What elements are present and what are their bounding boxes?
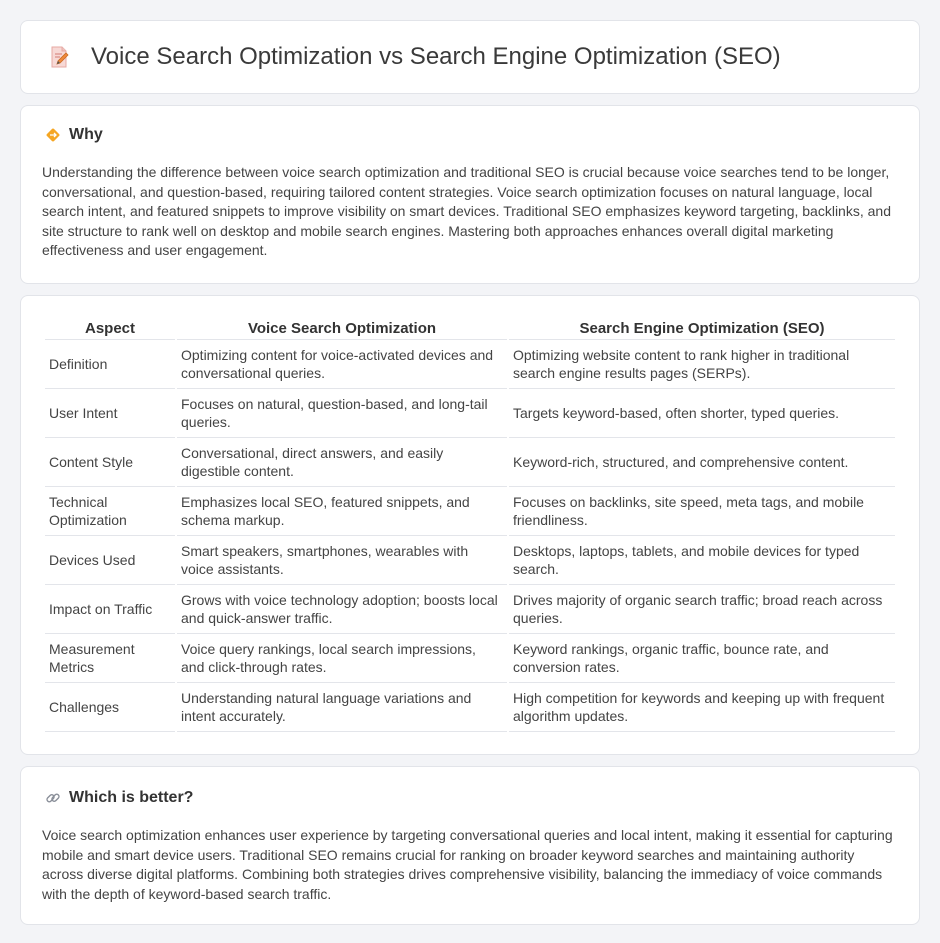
cell-seo: High competition for keywords and keeping up with frequent algorithm updates. <box>509 683 895 732</box>
cell-voice: Focuses on natural, question-based, and long-tail queries. <box>177 389 507 438</box>
cell-aspect: Definition <box>45 340 175 389</box>
diamond-arrows-icon <box>44 126 62 144</box>
cell-aspect: Measurement Metrics <box>45 634 175 683</box>
cell-aspect: Impact on Traffic <box>45 585 175 634</box>
cell-voice: Voice query rankings, local search impressions, and click-through rates. <box>177 634 507 683</box>
document-pencil-icon <box>47 45 71 69</box>
cell-aspect: Challenges <box>45 683 175 732</box>
cell-seo: Drives majority of organic search traffic; broad reach across queries. <box>509 585 895 634</box>
table-row <box>45 438 895 487</box>
comparison-table-card <box>20 295 920 755</box>
cell-voice: Optimizing content for voice-activated devices and conversational queries. <box>177 340 507 389</box>
cell-seo: Focuses on backlinks, site speed, meta tags, and mobile friendliness. <box>509 487 895 536</box>
cell-voice: Smart speakers, smartphones, wearables with voice assistants. <box>177 536 507 585</box>
why-section <box>20 105 920 284</box>
cell-voice: Grows with voice technology adoption; boosts local and quick-answer traffic. <box>177 585 507 634</box>
which-is-better-section <box>20 766 920 925</box>
table-row <box>45 585 895 634</box>
cell-seo: Keyword-rich, structured, and comprehensive content. <box>509 438 895 487</box>
column-header-voice: Voice Search Optimization <box>177 318 507 340</box>
cell-voice: Understanding natural language variations and intent accurately. <box>177 683 507 732</box>
cell-aspect: Content Style <box>45 438 175 487</box>
table-row <box>45 683 895 732</box>
table-row <box>45 340 895 389</box>
table-row <box>45 389 895 438</box>
link-icon <box>44 789 62 807</box>
header-card <box>20 20 920 94</box>
which-is-better-label: Which is better? <box>69 789 194 806</box>
why-heading <box>44 126 898 144</box>
why-text: Understanding the difference between voice search optimization and traditional SEO is crucial because voice searches tend to be longer, conversational, and question-based, requiring tailored content strategies. Voice search optimization focuses on natural language, local search intent, and featured snippets to improve visibility on smart devices. Traditional SEO emphasizes keyword targeting, backlinks, and site structure to rank well on desktop and mobile search engines. Mastering both approaches enhances overall digital marketing effectiveness and user engagement. <box>42 164 891 258</box>
column-header-seo: Search Engine Optimization (SEO) <box>509 318 895 340</box>
cell-aspect: Technical Optimization <box>45 487 175 536</box>
page-title: Voice Search Optimization vs Search Engine Optimization (SEO) <box>91 43 781 70</box>
cell-aspect: User Intent <box>45 389 175 438</box>
comparison-table <box>43 318 897 732</box>
cell-voice: Emphasizes local SEO, featured snippets, and schema markup. <box>177 487 507 536</box>
table-row <box>45 487 895 536</box>
cell-seo: Desktops, laptops, tablets, and mobile devices for typed search. <box>509 536 895 585</box>
cell-seo: Keyword rankings, organic traffic, bounce rate, and conversion rates. <box>509 634 895 683</box>
cell-aspect: Devices Used <box>45 536 175 585</box>
why-heading-label: Why <box>69 126 103 143</box>
cell-voice: Conversational, direct answers, and easily digestible content. <box>177 438 507 487</box>
cell-seo: Optimizing website content to rank higher in traditional search engine results pages (SERPs). <box>509 340 895 389</box>
which-is-better-text: Voice search optimization enhances user experience by targeting conversational queries and local intent, making it essential for capturing mobile and smart device users. Traditional SEO remains crucial for ranking on broader keyword searches and maintaining authority across diverse digital platforms. Combining both strategies drives comprehensive visibility, balancing the immediacy of voice commands with the depth of keyword-based search traffic. <box>42 827 893 902</box>
table-row <box>45 634 895 683</box>
which-is-better-heading <box>44 789 898 807</box>
column-header-aspect: Aspect <box>45 318 175 340</box>
table-row <box>45 536 895 585</box>
cell-seo: Targets keyword-based, often shorter, typed queries. <box>509 389 895 438</box>
table-header-row <box>45 318 895 340</box>
